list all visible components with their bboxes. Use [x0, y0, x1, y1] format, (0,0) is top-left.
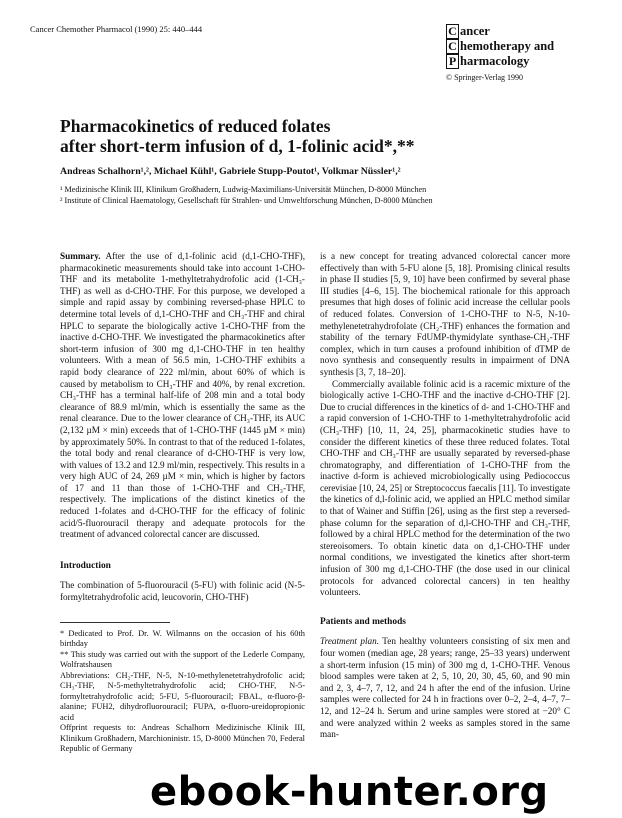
watermark: ebook-hunter.org [150, 769, 549, 815]
logo-line-1: C ancer [446, 24, 596, 39]
intro-second-paragraph: Commercially available folinic acid is a racemic mixture of the biologically active 1-CHO-THF and the inactive d-CHO-THF [2]. Due to crucial differences in the kinetics of d- and 1-CHO-THF and a rapid conversion of 1-CHO-THF to 1-methyltetrahydrofolic acid (CH₃-THF) [10, 11, 24, 25], pharmacokinetic studies have to consider the different kinetics of these three reduced folates. Total CHO-THF and CH₃-THF are usually separated by reversed-phase chromatography, and differentiation of 1-CHO-THF from the inactive d-form is achieved microbiologically using Pediococcus cerevisiae [10, 24, 25] or Streptococcus faecalis [11]. To investigate the kinetics of d,l-folinic acid, we applied an HPLC method similar to that of Wainer and Stiffin [26], using as the first step a reversed-phase column for the separation of d,l-CHO-THF and CH₃-THF, followed by a chiral HPLC method for the determination of the two stereoisomers. To obtain kinetic data on d,1-CHO-THF under normal conditions, we investigated the kinetics after short-term infusion of 300 mg d,1-CHO-THF (the dose used in our clinical protocols for advanced colorectal cancers) in ten healthy volunteers. [320, 378, 570, 598]
right-column [320, 251, 570, 741]
logo-line-2: C hemotherapy and [446, 39, 596, 54]
footnote-offprint: Offprint requests to: Andreas Schalhorn Medizinische Klinik III, Klinikum Großhadern, Marchioninistr. 15, D-8000 München 70, Federal Republic of Germany [60, 723, 305, 754]
article-title: Pharmacokinetics of reduced folates after short-term infusion of d, 1-folinic acid*,** [60, 116, 415, 156]
footnote-abbreviations: Abbreviations: CH₂-THF, N-5, N-10-methylenetetrahydrofolic acid; CH₃-THF, N-5-methyltetrahydrofolic acid; CHO-THF, N-5-formyltetrahydrofolic acid; 5-FU, 5-fluorouracil; FBAL, α-fluoro-β-alanine; FUH2, dihydrofluorouracil; FUPA, α-fluoro-ureidopropionic acid [60, 670, 305, 722]
methods-heading: Patients and methods [320, 616, 406, 627]
summary-paragraph: Summary. After the use of d,1-folinic acid (d,1-CHO-THF), pharmacokinetic measurements should take into account 1-CHO-THF and its metabolite 1-methyltetrahydrofolic acid (1-CH₃-THF) as well as d-CHO-THF. For this purpose, we developed a simple and rapid assay by combining reversed-phase HPLC to determine total levels of d,1-CHO-THF and CH₃-THF and chiral HPLC to separate the biologically active 1-CHO-THF from the inactive d-CHO-THF. We investigated the pharmacokinetics after short-term infusion of 300 mg d,1-CHO-THF in ten healthy volunteers. With a mean of 56.5 min, 1-CHO-THF exhibits a rapid body clearance of 222 ml/min, about 60% of which is caused by metabolism to CH₃-THF and 40%, by renal excretion. CH₃-THF has a terminal half-life of 208 min and a total body clearance of 88.9 ml/min, which is essentially the same as the renal clearance. Due to the lower clearance of CH₃-THF, its AUC (2,132 µM × min) exceeds that of 1-CHO-THF (1445 µM × min) by approximately 50%. In contrast to that of the reduced 1-folates, the total body and renal clearance of d-CHO-THF is very low, with values of 13.2 and 12.9 ml/min, respectively. This results in a very high AUC of 24, 269 µM × min, which is higher by factors of 17 and 11 than those of 1-CHO-THF and CH₃-THF, respectively. The implications of the distinct kinetics of the reduced 1-folates and d-CHO-THF for the efficacy of folinic acid/5-fluorouracil therapy and adequate protocols for the treatment of advanced colorectal cancer are discussed. [60, 251, 305, 540]
journal-logo [446, 24, 596, 82]
footnote-divider [60, 622, 170, 623]
methods-paragraph: Treatment plan. Ten healthy volunteers consisting of six men and four women (median age, 28 years; range, 25–33 years) underwent a short-term infusion (15 min) of 300 mg d, 1-CHO-THF. Venous blood samples were taken at 2, 5, 10, 20, 30, 45, 60, and 90 min and 2, 3, 4–7, 7, 12, and 24 h after the end of the infusion. Urine samples were collected for 24 h in fractions over 0–2, 2–4, 4–7, 7–12, and 12–24 h. Serum and urine samples were stored at −20° C and were analyzed within 2 weeks as samples stored in the same man- [320, 636, 570, 740]
introduction-paragraph: The combination of 5-fluorouracil (5-FU) with folinic acid (N-5-formyltetrahydrofolic acid, leucovorin, CHO-THF) [60, 580, 305, 603]
footnote-support: ** This study was carried out with the support of the Lederle Company, Wolfratshausen [60, 649, 305, 670]
footnote-dedication: * Dedicated to Prof. Dr. W. Wilmanns on the occasion of his 60th birthday [60, 628, 305, 649]
author-list: Andreas Schalhorn¹,², Michael Kühl¹, Gabriele Stupp-Poutot¹, Volkmar Nüssler¹,² [60, 166, 401, 177]
left-column [60, 251, 305, 755]
affiliation-1: ¹ Medizinische Klinik III, Klinikum Großhadern, Ludwig-Maximilians-Universität München, D-8000 München [60, 185, 427, 194]
introduction-heading: Introduction [60, 560, 111, 571]
journal-reference: Cancer Chemother Pharmacol (1990) 25: 440–444 [30, 24, 203, 34]
affiliation-2: ² Institute of Clinical Haematology, Gesellschaft für Strahlen- und Umweltforschung München, D-8000 München [60, 195, 433, 205]
intro-continued-paragraph: is a new concept for treating advanced colorectal cancer more effectively than with 5-FU alone [5, 18]. Promising clinical results in phase II studies [5, 9, 10] have been confirmed by several phase III studies [4–6, 15]. The biochemical rationale for this approach presumes that high doses of folinic acid increase the cellular pools of reduced folates. Conversion of 1-CHO-THF to N-5, N-10-methylenetetrahydrofolate (CH₂-THF) enhances the formation and stability of the ternary FdUMP-thymidylate synthase-CH₂-THF complex, which in turn causes a profound inhibition of dTMP de novo synthesis and consequently results in impairment of DNA synthesis [3, 7, 18–20]. [320, 251, 570, 377]
affiliations [60, 185, 600, 206]
logo-line-3: P harmacology [446, 54, 596, 69]
copyright-notice: © Springer-Verlag 1990 [446, 73, 524, 82]
